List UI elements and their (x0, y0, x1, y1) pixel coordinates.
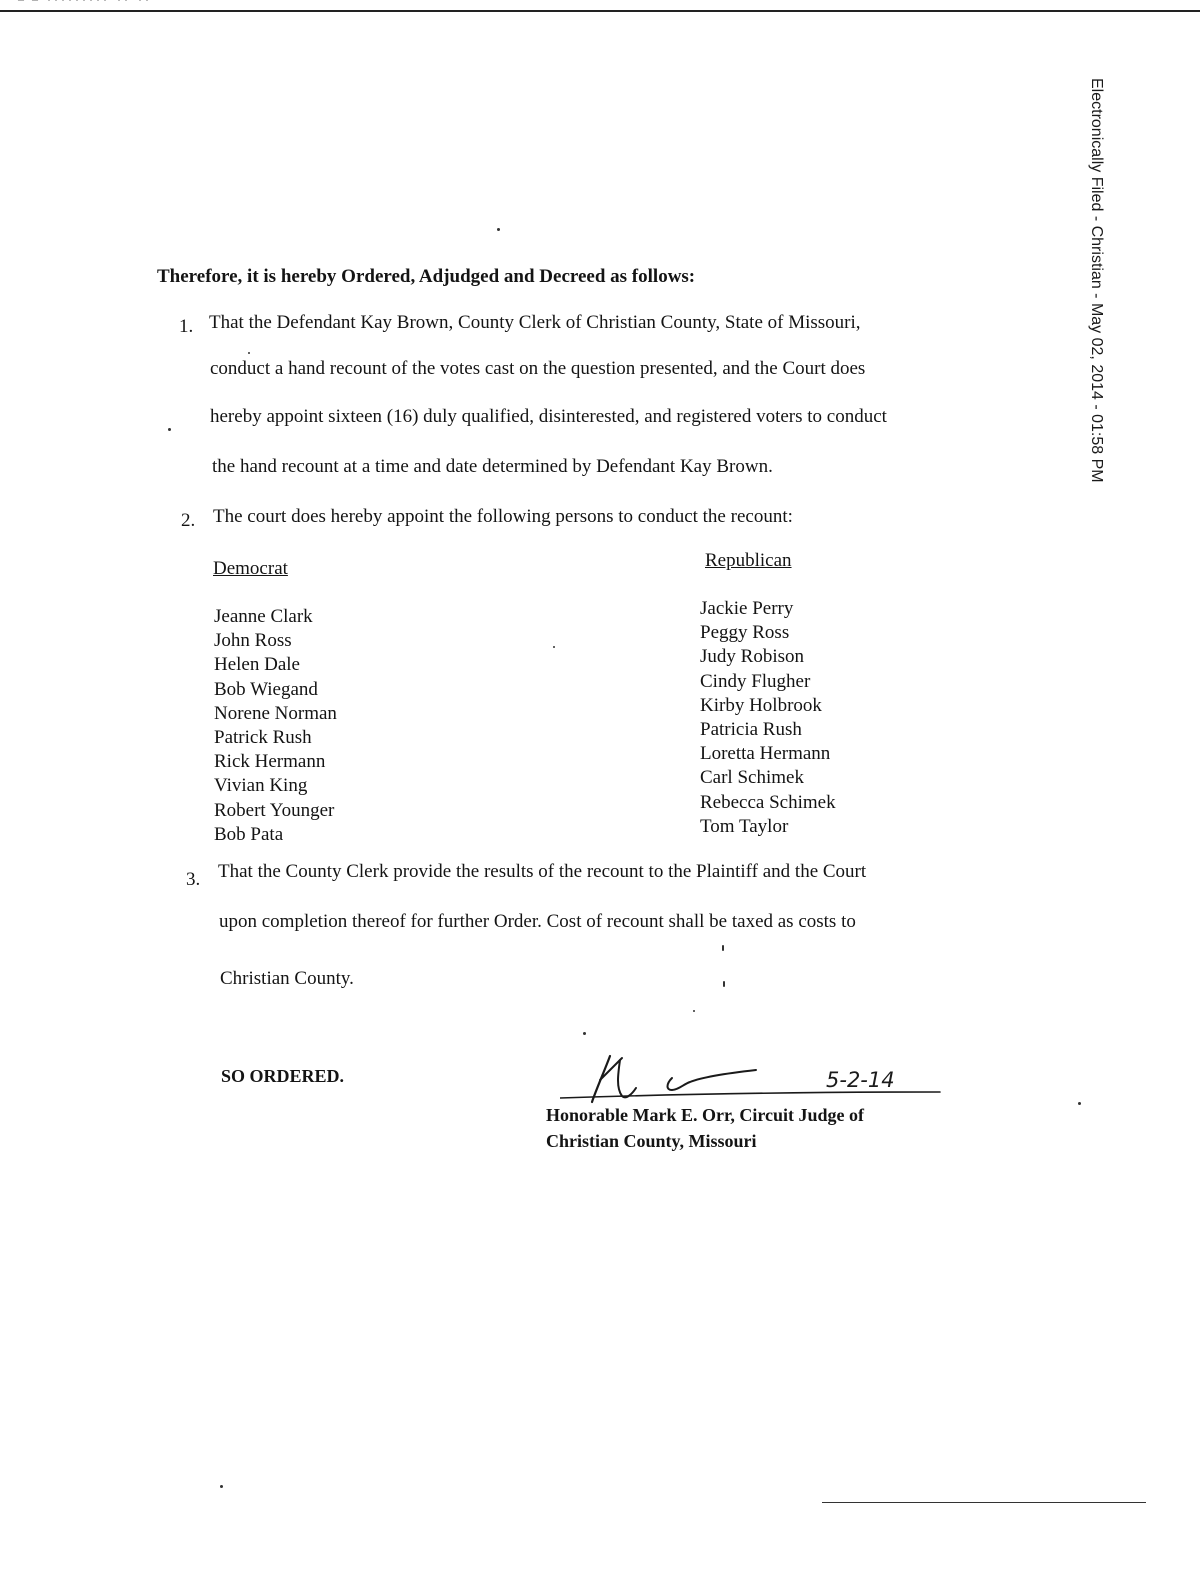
paragraph-number: 1. (179, 316, 194, 337)
scan-speck (497, 228, 500, 231)
scan-speck (553, 646, 555, 648)
list-item: Jeanne Clark (214, 606, 313, 627)
judge-court: Christian County, Missouri (546, 1131, 757, 1151)
list-item: Rebecca Schimek (700, 791, 836, 813)
republican-header: Republican (705, 550, 792, 571)
scan-speck (220, 1485, 223, 1488)
list-item: Loretta Hermann (700, 743, 831, 765)
democrat-header: Democrat (213, 558, 288, 579)
judge-title: Honorable Mark E. Orr, Circuit Judge of (546, 1105, 864, 1125)
paragraph-line: The court does hereby appoint the following persons to conduct the recount: (213, 506, 793, 527)
list-item: Norene Norman (214, 702, 337, 724)
paragraph-line: the hand recount at a time and date determined by Defendant Kay Brown. (212, 456, 773, 477)
paragraph-number: 2. (181, 510, 196, 531)
list-item: John Ross (214, 630, 292, 652)
judge-block (546, 1102, 864, 1154)
list-item: Vivian King (214, 775, 308, 797)
list-item: Bob Wiegand (214, 678, 318, 700)
scan-speck (693, 1010, 695, 1012)
paragraph-line: conduct a hand recount of the votes cast on the question presented, and the Court does (210, 358, 866, 379)
list-item: Kirby Holbrook (700, 694, 822, 716)
scan-speck (723, 981, 725, 987)
paragraph-line: upon completion thereof for further Order. Cost of recount shall be taxed as costs to (219, 911, 856, 932)
scan-speck (168, 428, 171, 431)
efile-stamp: Electronically Filed - Christian - May 02, 2014 - 01:58 PM (1088, 78, 1105, 483)
scan-header-mark: — — ········· ·· ·· (18, 0, 152, 7)
paragraph-line: That the County Clerk provide the results of the recount to the Plaintiff and the Court (218, 861, 867, 882)
list-item: Patrick Rush (214, 726, 312, 748)
list-item: Cindy Flugher (700, 670, 811, 692)
scan-speck (248, 352, 250, 354)
signature-date: 5-2-14 (826, 1068, 895, 1092)
list-item: Patricia Rush (700, 718, 802, 740)
list-item: Judy Robison (700, 646, 804, 668)
scan-speck (1078, 1102, 1081, 1105)
bottom-rule (822, 1502, 1146, 1503)
list-item: Jackie Perry (700, 598, 794, 619)
republican-list (700, 597, 836, 839)
order-heading: Therefore, it is hereby Ordered, Adjudged and Decreed as follows: (157, 266, 696, 287)
list-item: Carl Schimek (700, 767, 804, 789)
list-item: Rick Hermann (214, 751, 326, 773)
democrat-list (214, 605, 337, 847)
paragraph-line: hereby appoint sixteen (16) duly qualified, disinterested, and registered voters to conduct (210, 406, 887, 427)
paragraph-number: 3. (186, 869, 201, 890)
so-ordered-label: SO ORDERED. (221, 1066, 345, 1086)
list-item: Robert Younger (214, 799, 335, 821)
list-item: Helen Dale (214, 654, 300, 676)
top-border-rule (0, 10, 1200, 12)
paragraph-line: That the Defendant Kay Brown, County Clerk of Christian County, State of Missouri, (209, 312, 861, 333)
list-item: Peggy Ross (700, 622, 790, 644)
scan-speck (722, 945, 724, 951)
list-item: Tom Taylor (700, 815, 789, 837)
paragraph-line: Christian County. (220, 968, 354, 989)
list-item: Bob Pata (214, 823, 284, 845)
scan-speck (583, 1032, 586, 1035)
